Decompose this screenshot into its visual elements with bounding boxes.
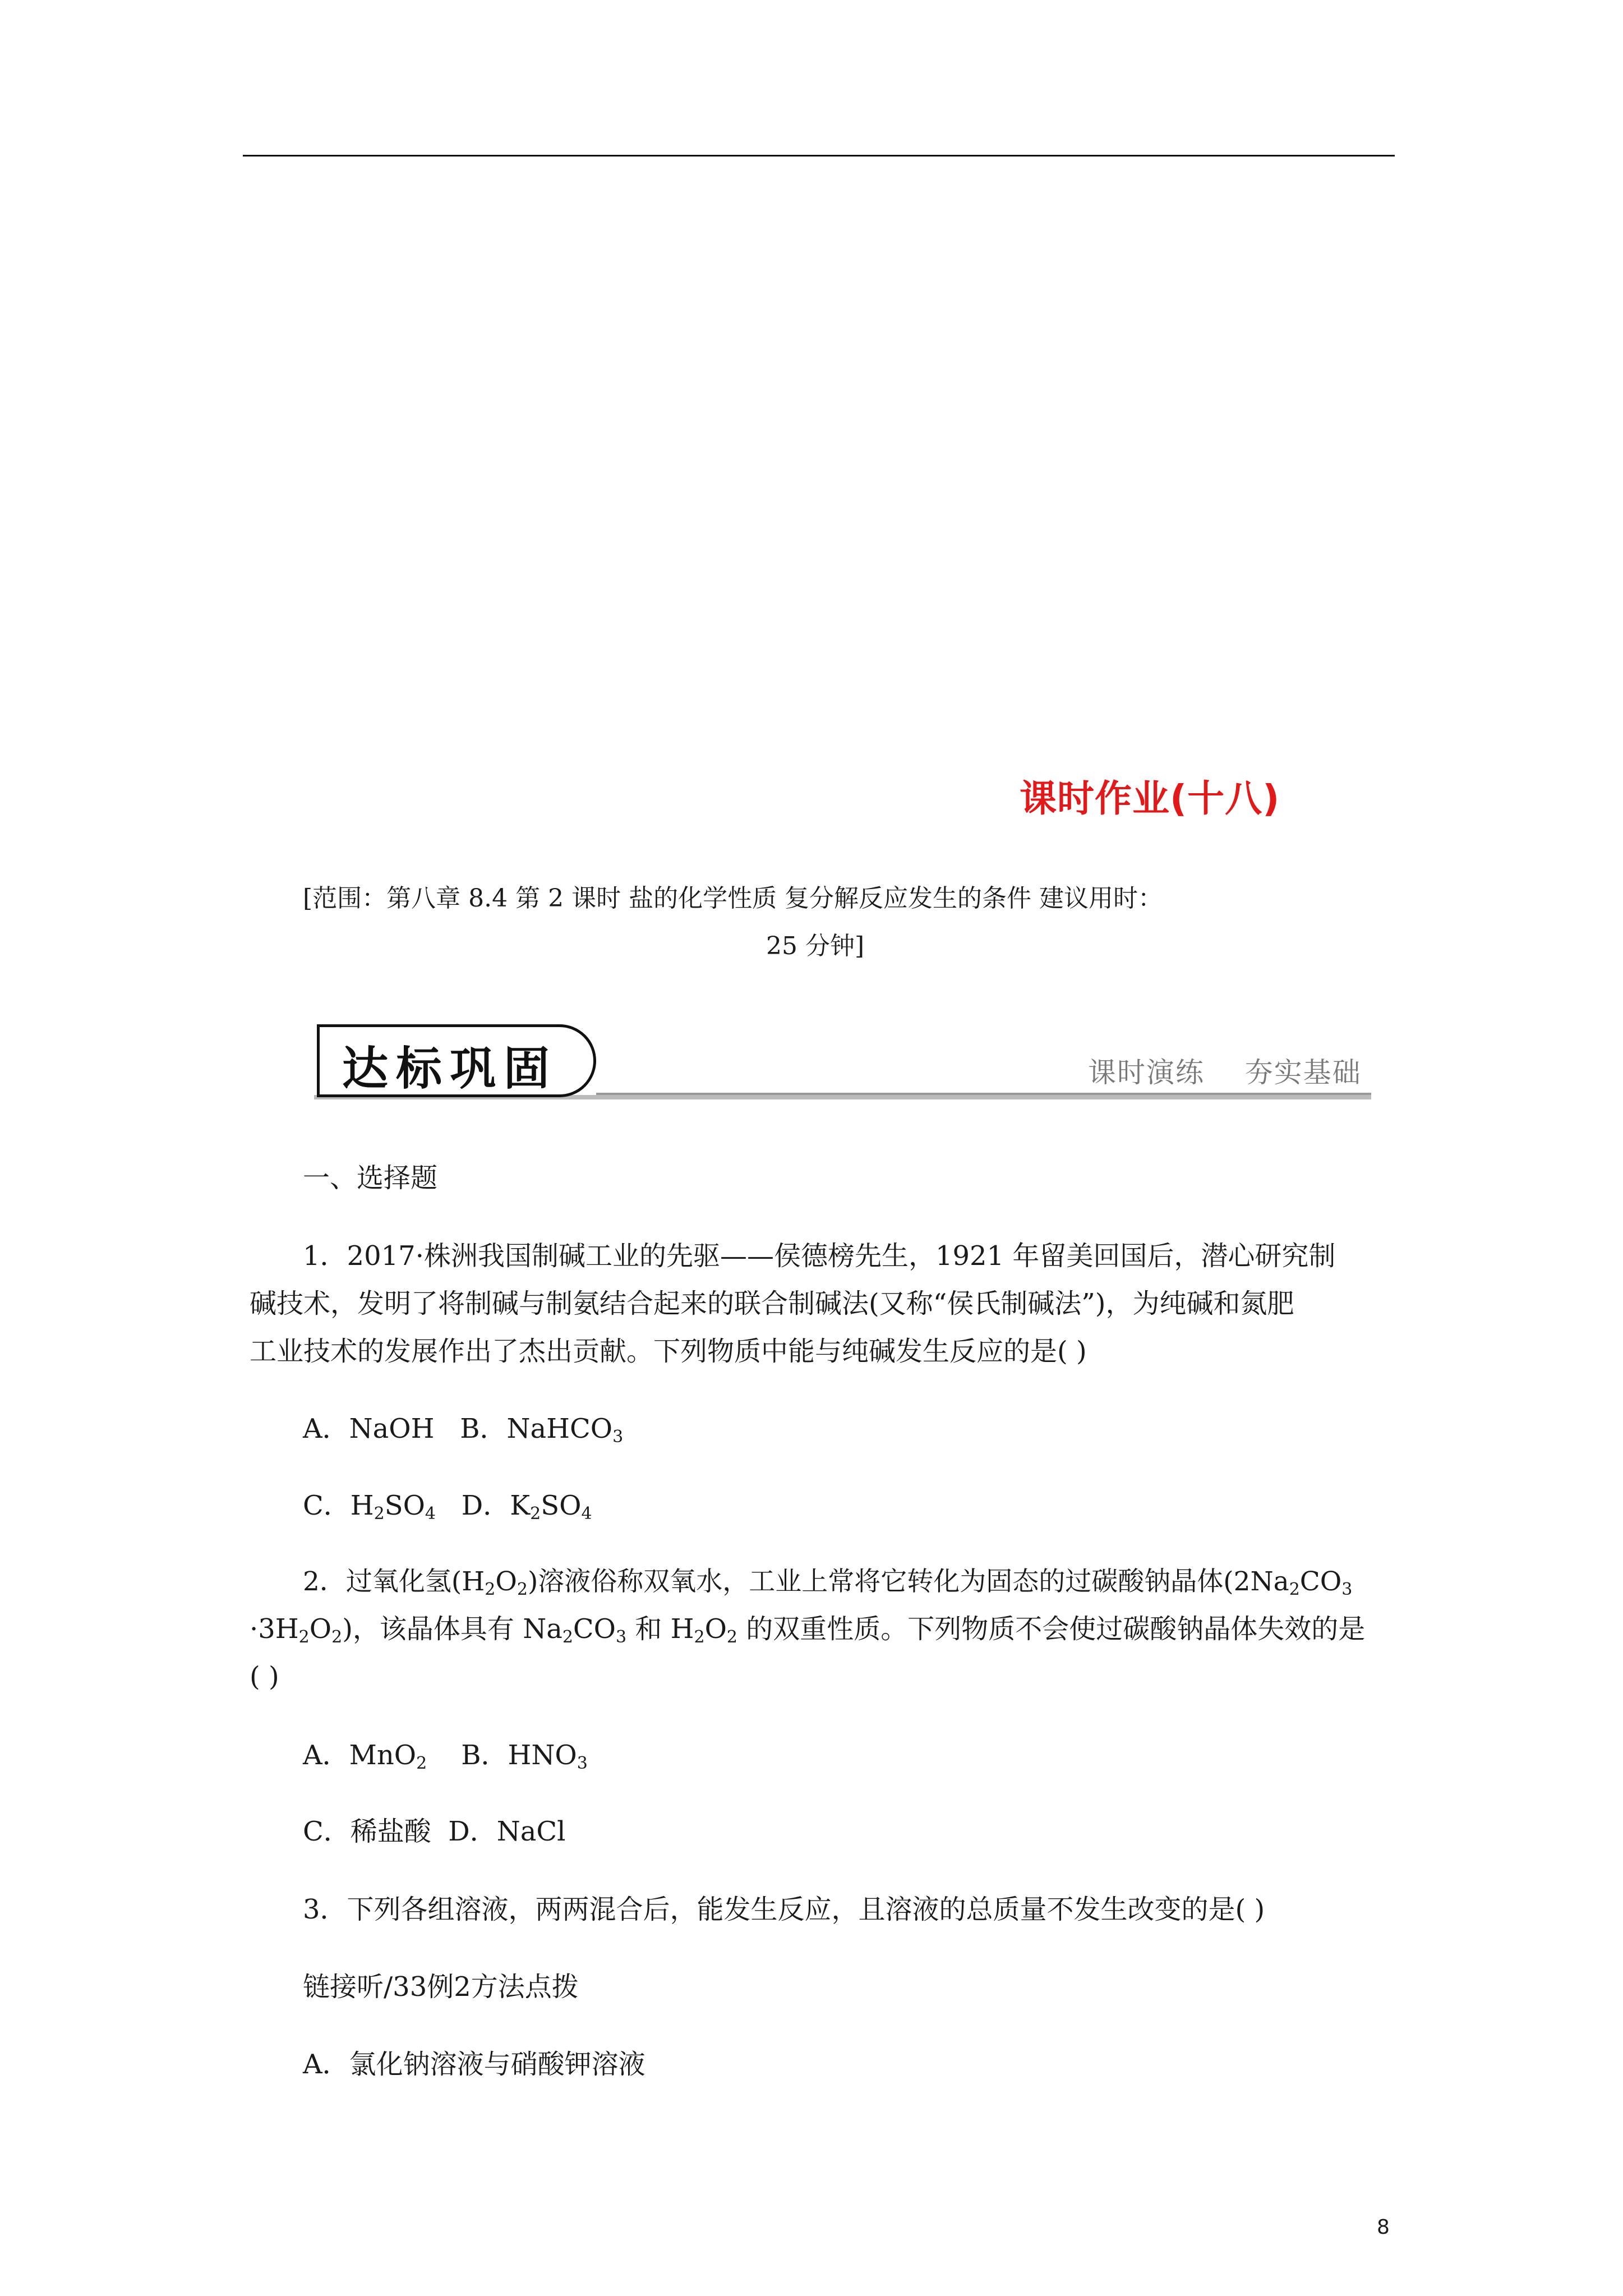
section-heading: 一、选择题 — [303, 1162, 438, 1194]
q2-options-cd — [303, 1818, 565, 1845]
q1-line-1: 1．2017·株洲我国制碱工业的先驱——侯德榜先生，1921 年留美回国后，潜心研究制 — [303, 1240, 1336, 1272]
q2-options-ab — [303, 1740, 588, 1773]
q1-option-c: C．$H_2SO_4$ — [303, 1490, 436, 1524]
q3-link: 链接听/33例2方法点拨 — [303, 1971, 579, 2003]
page-number: 8 — [1377, 2216, 1390, 2239]
banner-title: 达标巩固 — [342, 1042, 558, 1096]
scope-line-2: 25 分钟] — [766, 932, 865, 960]
page-title: 课时作业(十八) — [1020, 777, 1280, 820]
banner-subtitle: 课时演练 夯实基础 — [1088, 1056, 1362, 1089]
banner-line — [596, 1093, 1371, 1095]
q1-options-ab — [303, 1413, 624, 1447]
q1-options-cd — [303, 1490, 592, 1524]
q2-option-d: D．NaCl — [448, 1816, 566, 1847]
header-rule — [243, 155, 1395, 157]
q1-line-2: 碱技术，发明了将制碱与制氨结合起来的联合制碱法(又称“侯氏制碱法”)，为纯碱和氮肥 — [250, 1288, 1294, 1319]
q2-line-1: 2．过氧化氢$(H_2O_2)$溶液俗称双氧水，工业上常将它转化为固态的过碳酸钠晶体($2Na_2CO_3$ — [303, 1566, 1353, 1599]
q1-option-a: A．NaOH — [303, 1413, 435, 1444]
q2-line-2: $\cdot 3H_2O_2$)，该晶体具有 $Na_2CO_3$ 和 $H_2O_2$ 的双重性质。下列物质不会使过碳酸钠晶体失效的是 — [250, 1613, 1366, 1647]
q1-line-3: 工业技术的发展作出了杰出贡献。下列物质中能与纯碱发生反应的是( ) — [250, 1336, 1087, 1367]
q3-line-1: 3．下列各组溶液，两两混合后，能发生反应，且溶液的总质量不发生改变的是( ) — [303, 1894, 1265, 1925]
q2-option-a: A．MnO$_2$ — [303, 1740, 427, 1773]
q2-option-c: C．稀盐酸 — [303, 1816, 431, 1847]
q1-option-d: D．$K_2SO_4$ — [461, 1490, 592, 1524]
q3-option-a: A．氯化钠溶液与硝酸钾溶液 — [303, 2049, 645, 2080]
scope-line-1: [范围：第八章 8.4 第 2 课时 盐的化学性质 复分解反应发生的条件 建议用时： — [303, 884, 1163, 913]
q2-line-3: ( ) — [250, 1661, 279, 1692]
q2-option-b: B．$HNO_3$ — [461, 1740, 588, 1773]
q1-option-b: B．NaHCO$_3$ — [460, 1413, 624, 1447]
